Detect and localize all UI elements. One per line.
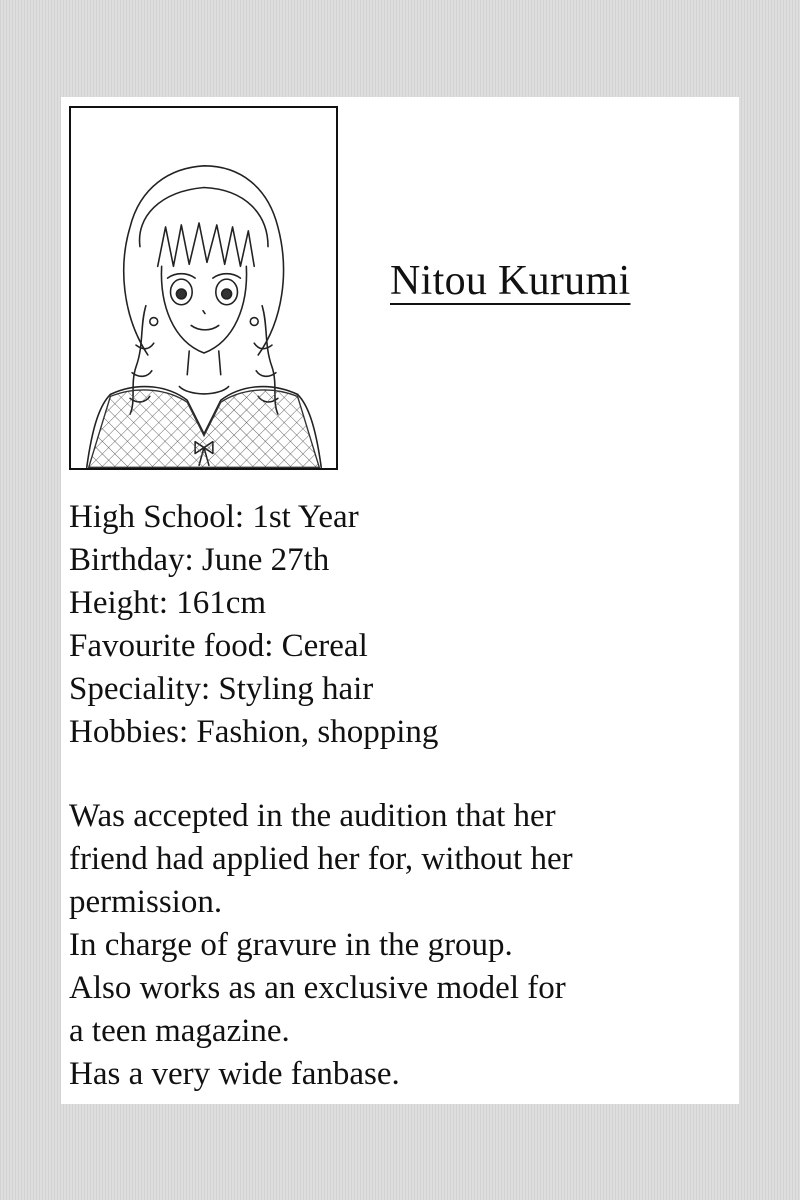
bio-line: Was accepted in the audition that her (69, 798, 556, 834)
stat-favourite-food: Favourite food: Cereal (69, 628, 368, 664)
stat-speciality: Speciality: Styling hair (69, 671, 374, 707)
bio-line: friend had applied her for, without her (69, 841, 573, 877)
stat-hobbies: Hobbies: Fashion, shopping (69, 714, 439, 750)
bio-line: In charge of gravure in the group. (69, 927, 513, 963)
character-name: Nitou Kurumi (390, 258, 631, 304)
bio-line: a teen magazine. (69, 1013, 290, 1049)
profile-stats-list (69, 496, 438, 754)
profile-card (61, 97, 739, 1104)
bio-line: Also works as an exclusive model for (69, 970, 566, 1006)
stat-high-school: High School: 1st Year (69, 499, 359, 535)
profile-bio (69, 795, 709, 1096)
character-portrait-icon (71, 108, 336, 468)
stat-birthday: Birthday: June 27th (69, 542, 330, 578)
portrait-frame (69, 106, 338, 470)
bio-line: permission. (69, 884, 223, 920)
stat-height: Height: 161cm (69, 585, 267, 621)
bio-line: Has a very wide fanbase. (69, 1056, 400, 1092)
